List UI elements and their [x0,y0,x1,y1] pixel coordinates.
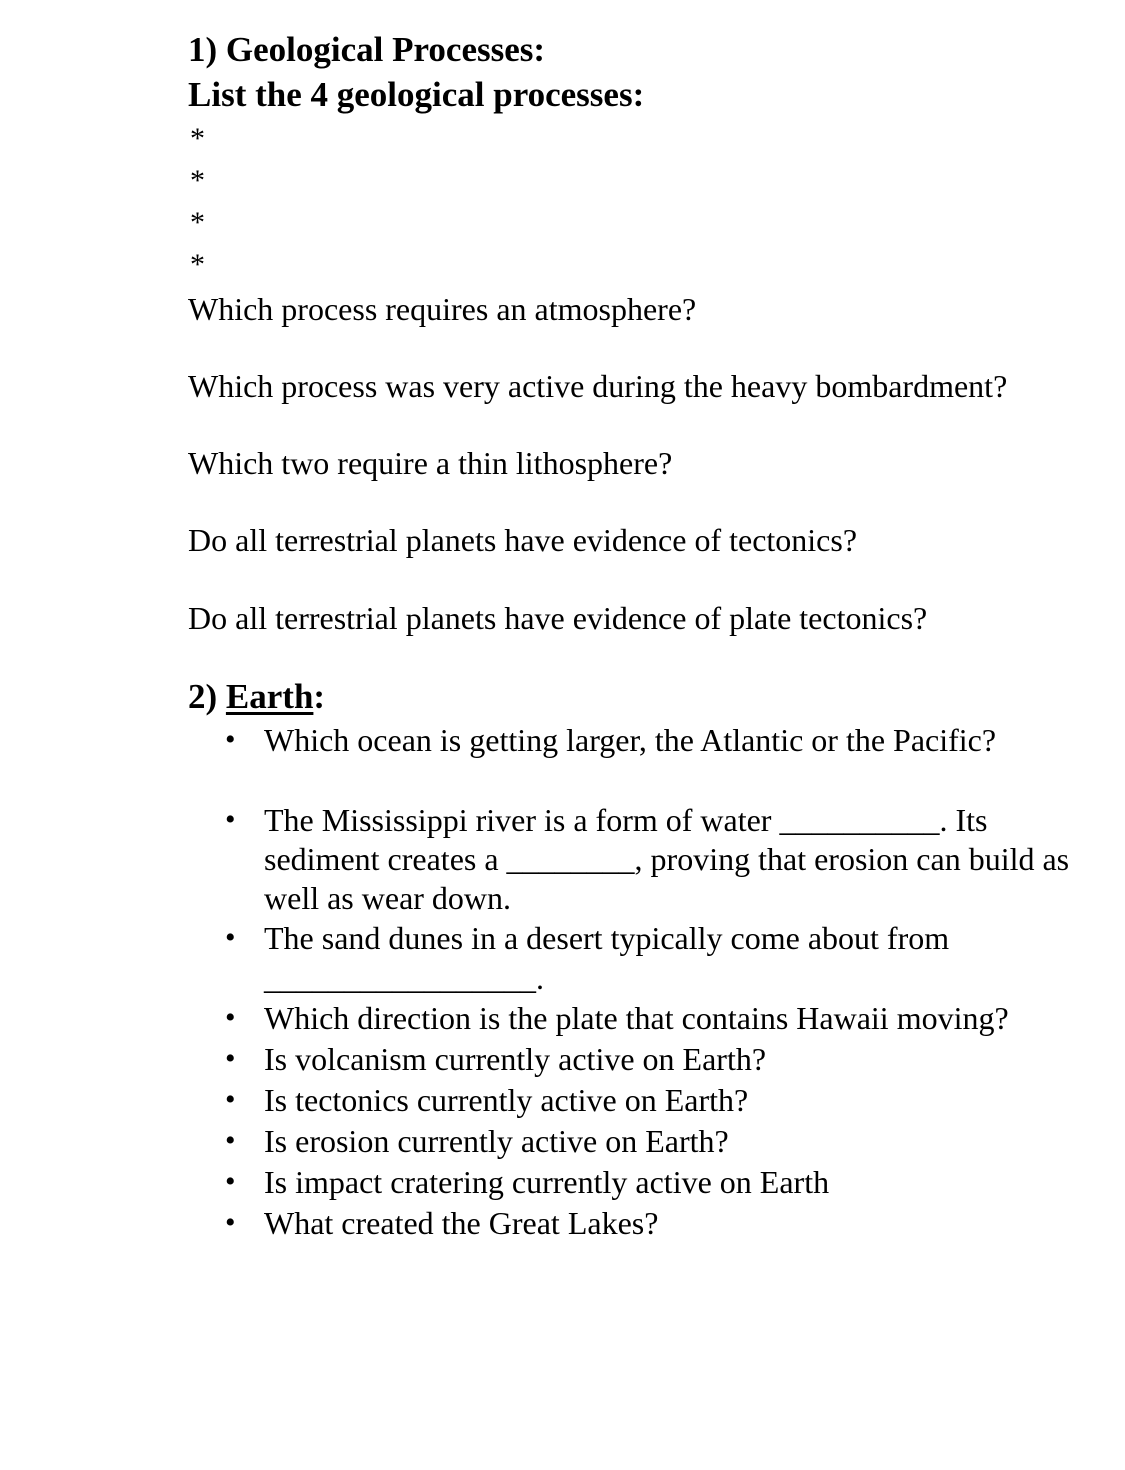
question-sand-dunes-line2: _________________. [264,960,544,996]
question-tectonics: Do all terrestrial planets have evidence of tectonics? [188,522,858,558]
question-tectonics-earth: Is tectonics currently active on Earth? [264,1082,749,1118]
bullet-icon: • [225,1042,236,1075]
question-sand-dunes-line1: The sand dunes in a desert typically come about from [264,920,950,956]
question-erosion: Is erosion currently active on Earth? [264,1123,729,1159]
question-mississippi-line1: The Mississippi river is a form of water __________. Its [264,802,988,838]
list-star-2: * [190,164,205,197]
section1-subtitle: List the 4 geological processes: [188,75,645,114]
bullet-icon: • [225,723,236,756]
question-lithosphere: Which two require a thin lithosphere? [188,445,673,481]
question-hawaii-plate: Which direction is the plate that contains Hawaii moving? [264,1000,1009,1036]
question-ocean: Which ocean is getting larger, the Atlantic or the Pacific? [264,722,997,758]
question-great-lakes: What created the Great Lakes? [264,1205,659,1241]
question-impact-cratering: Is impact cratering currently active on Earth [264,1164,830,1200]
question-volcanism: Is volcanism currently active on Earth? [264,1041,767,1077]
list-star-4: * [190,248,205,281]
list-star-3: * [190,206,205,239]
section2-earth: Earth [225,677,314,716]
list-star-1: * [190,122,205,155]
bullet-icon: • [225,1001,236,1034]
section2-title [188,677,325,717]
question-atmosphere: Which process requires an atmosphere? [188,291,697,327]
question-bombardment: Which process was very active during the heavy bombardment? [188,368,1008,404]
bullet-icon: • [225,1083,236,1116]
bullet-icon: • [225,1206,236,1239]
section2-colon: : [313,677,326,716]
question-mississippi-line3: well as wear down. [264,880,512,916]
question-mississippi-line2: sediment creates a ________, proving that erosion can build as [264,841,1070,877]
question-plate-tectonics: Do all terrestrial planets have evidence of plate tectonics? [188,600,928,636]
bullet-icon: • [225,803,236,836]
section1-title: 1) Geological Processes: [188,30,546,69]
bullet-icon: • [225,921,236,954]
section2-number: 2) [188,677,226,716]
bullet-icon: • [225,1124,236,1157]
bullet-icon: • [225,1165,236,1198]
